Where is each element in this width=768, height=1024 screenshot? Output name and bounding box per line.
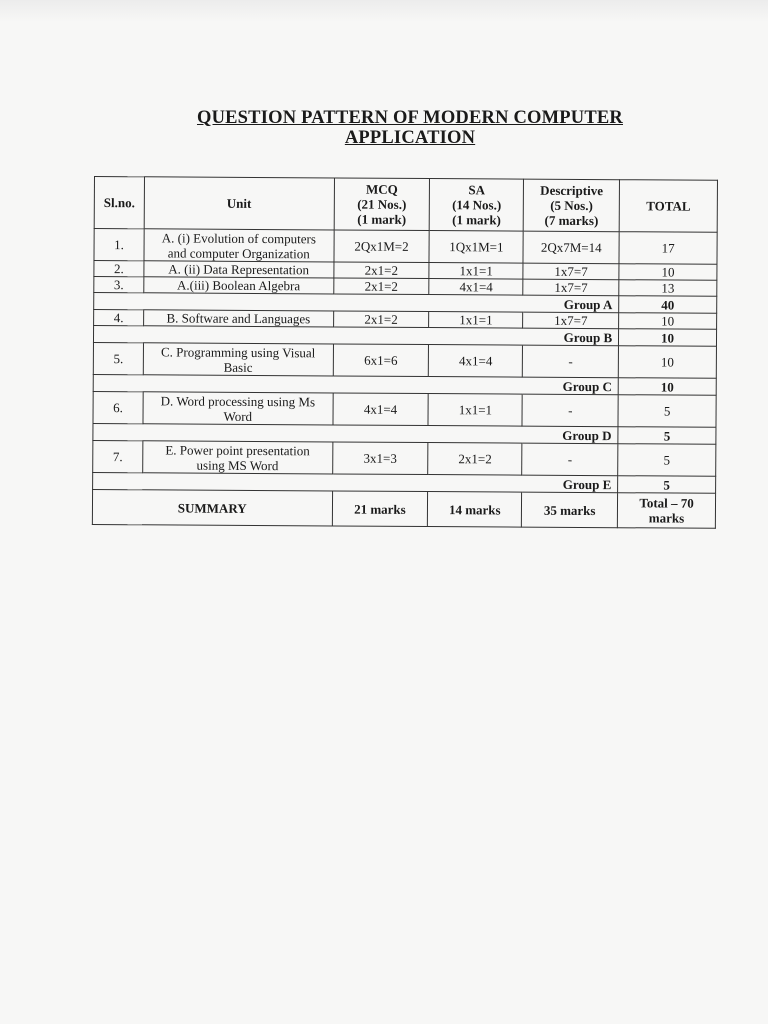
row-total: 13 [619,280,717,297]
row-descriptive: 1x7=7 [523,263,619,280]
row-mcq: 2x1=2 [333,262,429,279]
group-label: Group A [523,295,619,313]
group-total: 40 [619,296,717,314]
group-total: 10 [618,378,716,396]
header-descriptive: Descriptive (5 Nos.) (7 marks) [523,179,619,232]
row-unit: A.(iii) Boolean Algebra [144,277,334,294]
group-label: Group C [522,377,618,395]
row-unit: E. Power point presentation using MS Word [143,441,333,474]
row-descriptive: - [523,345,619,378]
header-unit: Unit [144,177,334,230]
header-mcq: MCQ (21 Nos.) (1 mark) [334,178,430,231]
group-label: Group D [522,426,618,444]
question-pattern-table [92,176,718,529]
table-header-row [94,177,717,233]
row-mcq: 2x1=2 [333,311,429,328]
row-total: 10 [619,264,717,281]
row-sa: 4x1=4 [429,279,523,296]
title-line-2: APPLICATION [344,128,476,148]
row-total: 10 [618,346,716,379]
row-sa: 4x1=4 [429,345,523,378]
table-row [93,440,716,476]
scan-edge [0,0,768,22]
group-label: Group B [523,328,619,346]
group-total: 10 [619,329,717,347]
summary-total: Total – 70 marks [618,493,716,529]
table-row [93,391,716,427]
row-descriptive: - [522,394,618,427]
row-descriptive: 2Qx7M=14 [523,231,619,264]
row-total: 5 [618,444,716,477]
header-total: TOTAL [619,180,717,233]
row-descriptive: 1x7=7 [523,279,619,296]
row-slno: 5. [93,342,143,374]
table-row [93,342,716,378]
summary-sa: 14 marks [428,492,522,528]
row-unit: A. (ii) Data Representation [144,261,334,278]
row-unit: D. Word processing using Ms Word [143,392,333,425]
group-label: Group E [522,475,618,493]
title-line-1: QUESTION PATTERN OF MODERN COMPUTER [196,108,623,128]
row-sa: 1x1=1 [428,394,522,427]
row-total: 5 [618,395,716,428]
group-total: 5 [618,427,716,445]
summary-descriptive: 35 marks [522,492,618,528]
row-sa: 1x1=1 [429,263,523,280]
row-total: 10 [619,313,717,330]
row-mcq: 2x1=2 [333,278,429,295]
row-descriptive: - [522,443,618,476]
row-unit: B. Software and Languages [144,310,334,327]
row-unit: A. (i) Evolution of computers and computer Organization [144,229,334,262]
group-total: 5 [618,476,716,494]
row-slno: 6. [93,391,143,423]
summary-mcq: 21 marks [332,491,428,527]
row-sa: 2x1=2 [428,443,522,476]
table-row [94,229,717,265]
row-mcq: 2Qx1M=2 [334,230,430,263]
row-slno: 7. [93,440,143,472]
header-sa: SA (14 Nos.) (1 mark) [430,179,524,232]
row-slno: 1. [94,229,144,261]
summary-row [92,489,715,528]
row-sa: 1x1=1 [429,312,523,329]
row-mcq: 4x1=4 [333,393,429,426]
row-unit: C. Programming using Visual Basic [143,343,333,376]
row-mcq: 3x1=3 [332,442,428,475]
row-sa: 1Qx1M=1 [429,231,523,264]
header-slno: Sl.no. [94,177,144,229]
row-descriptive: 1x7=7 [523,312,619,329]
row-slno: 4. [94,310,144,326]
row-slno: 2. [94,261,144,277]
page-title [150,108,670,148]
summary-label: SUMMARY [92,489,332,525]
row-mcq: 6x1=6 [333,344,429,377]
row-slno: 3. [94,277,144,293]
row-total: 17 [619,232,717,265]
